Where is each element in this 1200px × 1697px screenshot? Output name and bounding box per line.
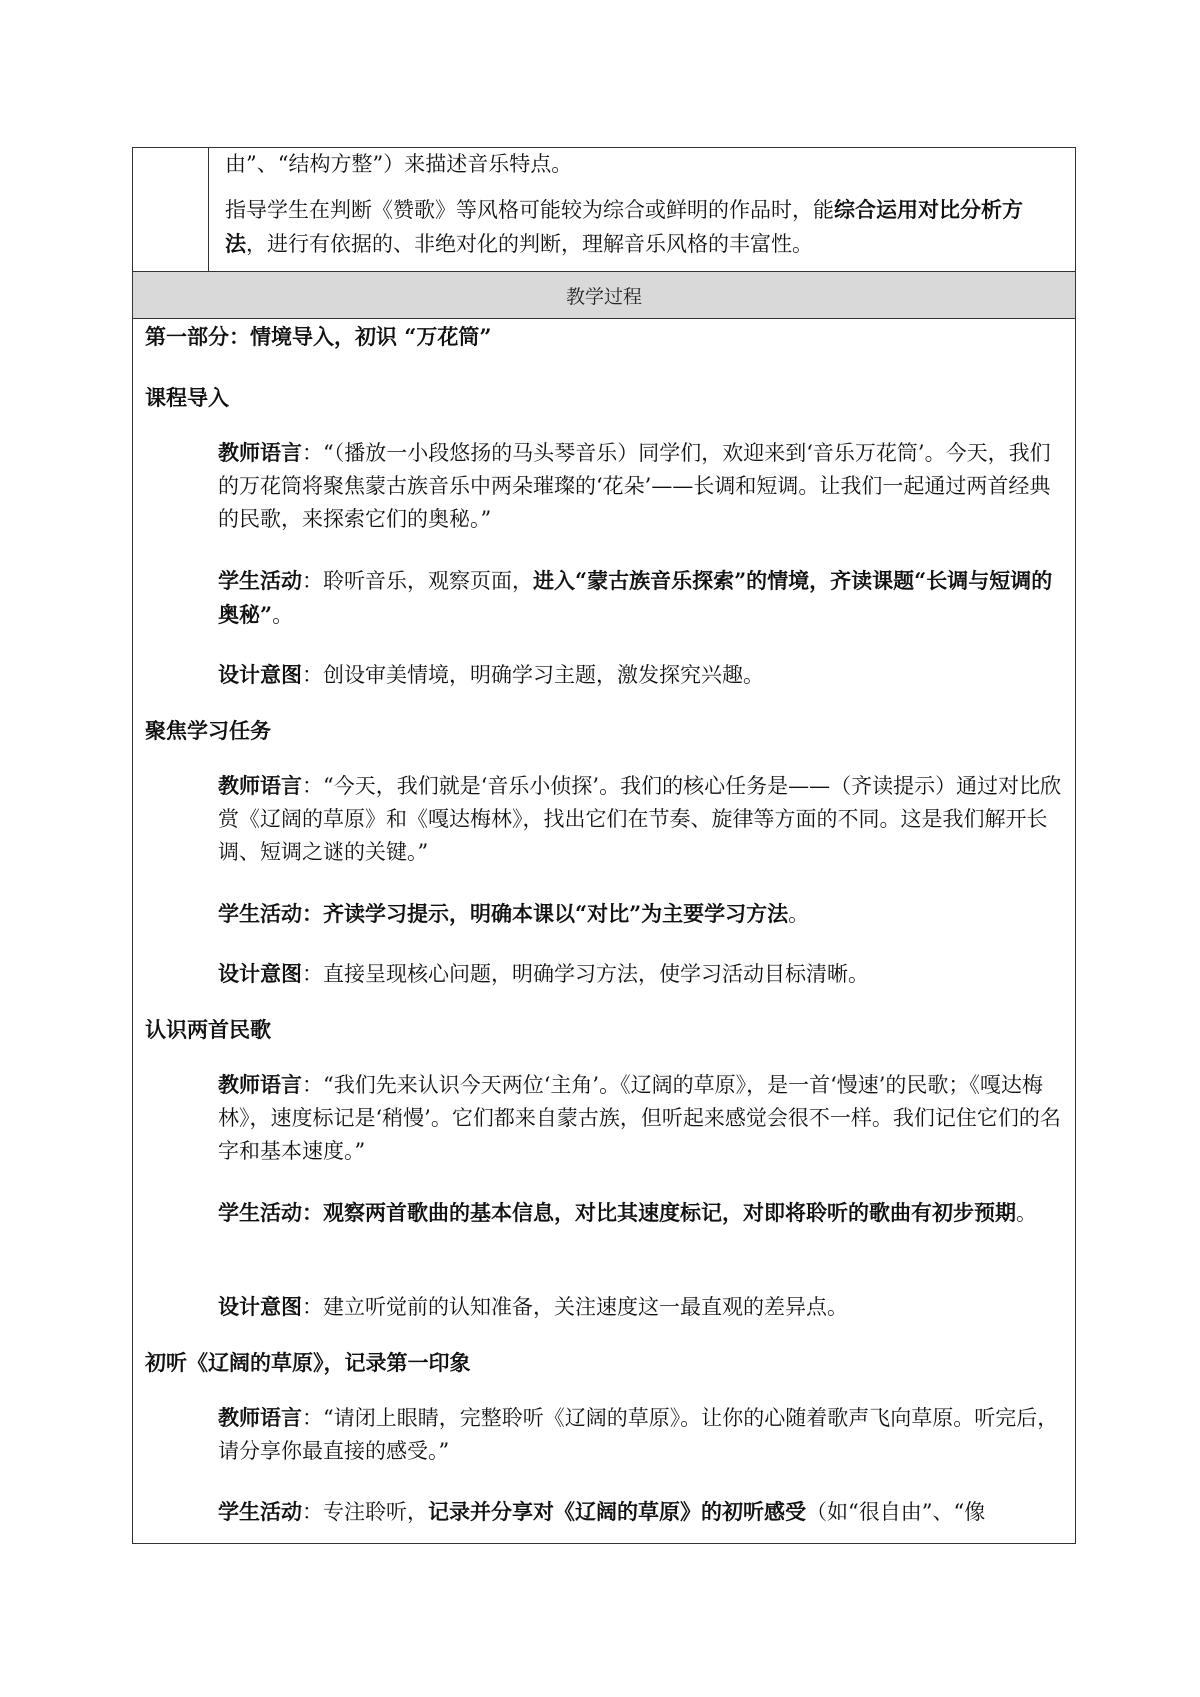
design-text: ：创设审美情境，明确学习主题，激发探究兴趣。 bbox=[302, 663, 764, 687]
student-bold-text: 记录并分享对《辽阔的草原》的初听感受 bbox=[428, 1499, 806, 1524]
teacher-label: 教师语言 bbox=[218, 1072, 302, 1097]
teacher-label: 教师语言 bbox=[218, 440, 302, 465]
design-label: 设计意图 bbox=[218, 662, 302, 687]
part-title: 第一部分：情境导入，初识 “万花筒” bbox=[145, 324, 492, 349]
objective-text: 指导学生在判断《赞歌》等风格可能较为综合或鲜明的作品时，能 bbox=[225, 198, 834, 222]
table-label-cell bbox=[133, 148, 209, 271]
teacher-label: 教师语言 bbox=[218, 1405, 302, 1430]
design-intent-songs bbox=[218, 1290, 1065, 1324]
student-bold-text: ：齐读学习提示，明确本课以“对比”为主要学习方法 bbox=[302, 901, 789, 926]
teacher-speech-intro bbox=[218, 436, 1065, 536]
student-activity-listen bbox=[218, 1495, 1065, 1529]
design-intent-focus bbox=[218, 957, 1065, 991]
section-header-title: 教学过程 bbox=[565, 285, 642, 308]
student-bold-text: ：观察两首歌曲的基本信息，对比其速度标记，对即将聆听的歌曲有初步预期 bbox=[302, 1200, 1016, 1225]
teacher-speech-songs bbox=[218, 1068, 1065, 1168]
student-bold-text: 进入“蒙古族音乐探索”的情境，齐读课题“长调与短调的奥秘” bbox=[218, 568, 1053, 627]
teacher-text: ：“我们先来认识今天两位‘主角’。《辽阔的草原》，是一首‘慢速’的民歌；《嘎达梅林》，速度标记是‘稍慢’。它们都来自蒙古族，但听起来感觉会很不一样。我们记住它们的名字和基本速度。” bbox=[218, 1073, 1061, 1163]
teacher-text: ：“今天，我们就是‘音乐小侦探’。我们的核心任务是——（齐读提示）通过对比欣赏《辽阔的草原》和《嘎达梅林》，找出它们在节奏、旋律等方面的不同。这是我们解开长调、短调之谜的关键。” bbox=[218, 774, 1062, 864]
student-label: 学生活动 bbox=[218, 568, 302, 593]
subsection-title-listen: 初听《辽阔的草原》，记录第一印象 bbox=[145, 1350, 471, 1375]
design-label: 设计意图 bbox=[218, 961, 302, 986]
student-activity-songs bbox=[218, 1196, 1065, 1230]
student-text-end: 。 bbox=[788, 902, 810, 926]
objective-paragraph bbox=[225, 193, 1063, 261]
student-activity-intro bbox=[218, 564, 1065, 632]
section-header-bar bbox=[132, 271, 1076, 319]
design-text: ：建立听觉前的认知准备，关注速度这一最直观的差异点。 bbox=[302, 1295, 848, 1319]
student-label: 学生活动 bbox=[218, 901, 302, 926]
design-intent-intro bbox=[218, 658, 1065, 692]
student-text-end: 。 bbox=[1016, 1201, 1037, 1225]
design-text: ：直接呈现核心问题，明确学习方法，使学习活动目标清晰。 bbox=[302, 962, 869, 986]
objective-bold-text: 综合运用对比分析方法 bbox=[225, 197, 1023, 256]
student-activity-focus bbox=[218, 897, 1065, 931]
student-text-end: （如“很自由”、“像 bbox=[806, 1500, 986, 1524]
teacher-speech-listen bbox=[218, 1401, 1065, 1468]
subsection-title-intro: 课程导入 bbox=[145, 385, 229, 410]
subsection-title-songs: 认识两首民歌 bbox=[145, 1017, 271, 1042]
teaching-process-cell bbox=[132, 319, 1076, 1544]
objective-text-end: ，进行有依据的、非绝对化的判断，理解音乐风格的丰富性。 bbox=[246, 232, 813, 256]
objective-text-continued: 由”、“结构方整”）来描述音乐特点。 bbox=[225, 152, 573, 176]
design-label: 设计意图 bbox=[218, 1294, 302, 1319]
student-label: 学生活动 bbox=[218, 1200, 302, 1225]
teacher-text: ：“（播放一小段悠扬的马头琴音乐）同学们，欢迎来到‘音乐万花筒’。今天，我们的万花筒将聚焦蒙古族音乐中两朵璀璨的‘花朵’——长调和短调。让我们一起通过两首经典的民歌，来探索它们的奥秘。” bbox=[218, 441, 1051, 531]
subsection-title-focus: 聚焦学习任务 bbox=[145, 718, 271, 743]
student-text: ：聆听音乐，观察页面， bbox=[302, 569, 533, 593]
teacher-speech-focus bbox=[218, 769, 1065, 869]
teacher-label: 教师语言 bbox=[218, 773, 302, 798]
student-label: 学生活动 bbox=[218, 1499, 302, 1524]
table-content-cell bbox=[225, 148, 1063, 261]
student-text-end: 。 bbox=[272, 603, 294, 627]
student-text: ：专注聆听， bbox=[302, 1500, 428, 1524]
teacher-text: ：“请闭上眼睛，完整聆听《辽阔的草原》。让你的心随着歌声飞向草原。听完后，请分享你最直接的感受。” bbox=[218, 1406, 1059, 1463]
objectives-table-continued bbox=[132, 147, 1076, 271]
